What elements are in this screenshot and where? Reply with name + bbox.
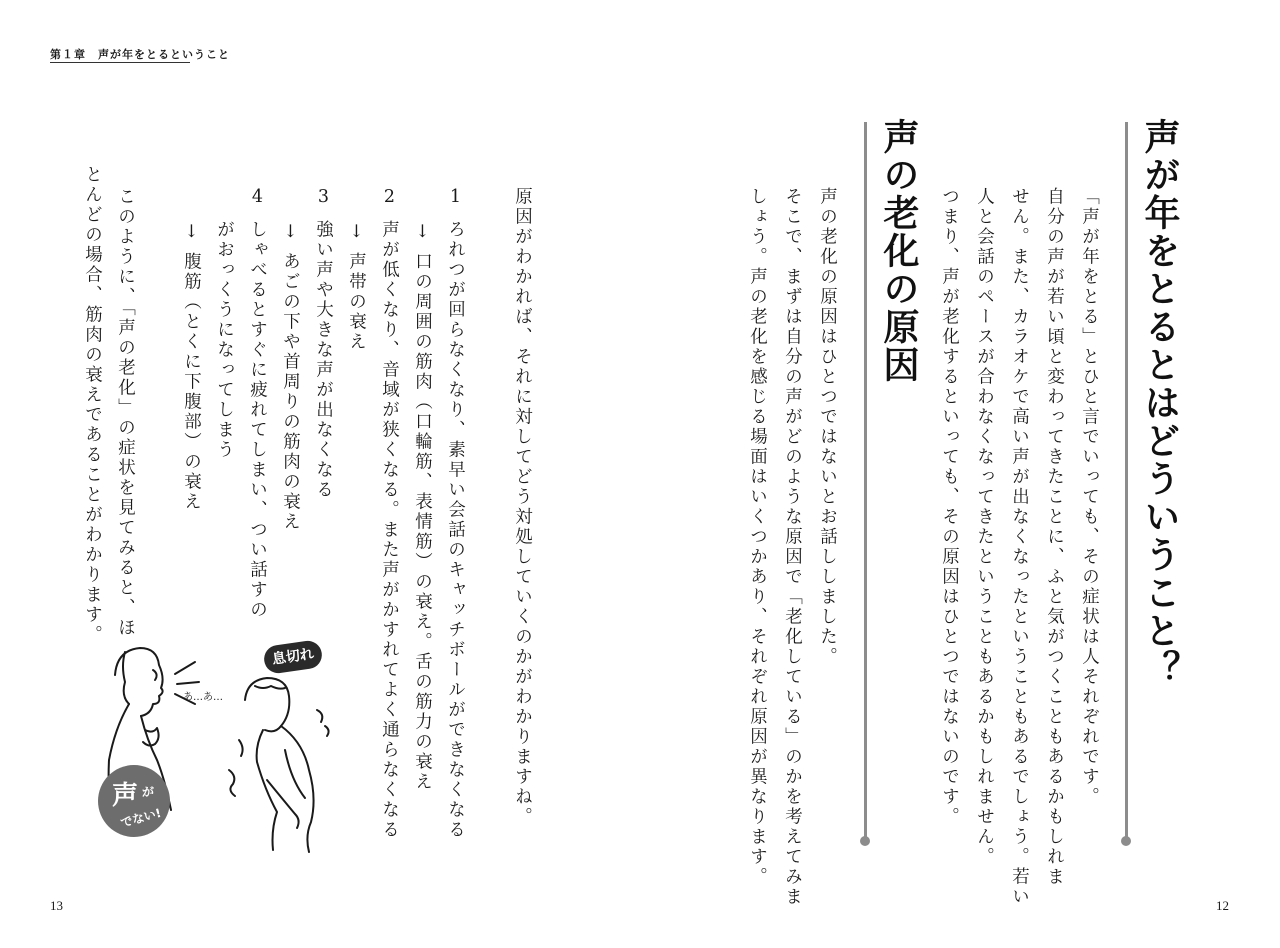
section-title-2: 声の老化の原因: [878, 118, 919, 384]
speech-bubble: [98, 765, 170, 837]
item-4-symptom-line-1: しゃべるとすぐに疲れてしまい、つい話すの: [247, 220, 268, 620]
conclusion-line-2: とんどの場合、筋肉の衰えであることがわかります。: [82, 165, 103, 645]
item-3-symptom: 強い声や大きな声が出なくなる: [313, 220, 334, 500]
section1-line-5: つまり、声が老化するといっても、その原因はひとつではないのです。: [939, 187, 960, 827]
item-2-number: 2: [379, 187, 400, 210]
item-2-symptom: 声が低くなり、音域が狭くなる。また声がかすれてよく通らなくなる: [379, 220, 400, 840]
section1-line-4: 人と会話のペースが合わなくなってきたということもあるかもしれません。: [974, 187, 995, 867]
item-1-symptom: ろれつが回らなくなり、素早い会話のキャッチボールができなくなる: [445, 220, 466, 840]
section-title-2-rule-dot: [860, 836, 870, 846]
item-4-cause: 腹筋（とくに下腹部）の衰え: [181, 252, 202, 512]
conclusion-line-1: このように、「声の老化」の症状を見てみると、ほ: [115, 187, 136, 639]
section-title-2-rule: [864, 122, 867, 838]
item-1-number: 1: [445, 187, 466, 210]
running-head-rule: [50, 62, 190, 63]
item-3-arrow: ↓: [280, 222, 301, 245]
section1-line-3: せん。また、カラオケで高い声が出なくなったということもあるでしょう。若い: [1009, 187, 1030, 907]
voice-marks: あ…あ…: [183, 692, 223, 703]
section-title-1-rule: [1125, 122, 1128, 838]
item-1-cause: 口の周囲の筋肉（口輪筋、表情筋）の衰え。舌の筋力の衰え: [412, 252, 433, 792]
running-head: 第１章 声が年をとるということ: [50, 48, 230, 61]
page-number-left: 13: [50, 898, 63, 913]
item-1-arrow: ↓: [412, 222, 433, 245]
out-of-breath-tag: 息切れ: [262, 639, 323, 675]
item-2-arrow: ↓: [346, 222, 367, 245]
section-title-1: 声が年をとるとはどういうこと？: [1139, 118, 1180, 688]
section2-line-1: 声の老化の原因はひとつではないとお話ししました。: [817, 187, 838, 667]
bubble-main-text: 声: [112, 781, 139, 811]
item-3-number: 3: [313, 187, 334, 210]
intro-line: 原因がわかれば、それに対してどう対処していくのかがわかりますね。: [512, 187, 533, 827]
item-3-cause: あごの下や首周りの筋肉の衰え: [280, 252, 301, 532]
section1-line-1: 「声が年をとる」とひと言でいっても、その症状は人それぞれです。: [1079, 187, 1100, 807]
item-2-cause: 声帯の衰え: [346, 252, 367, 352]
bubble-sub-text-1: が: [142, 785, 155, 799]
item-4-number: 4: [247, 187, 268, 210]
section1-line-2: 自分の声が若い頃と変わってきたことに、ふと気がつくこともあるかもしれま: [1044, 187, 1065, 887]
section-title-1-rule-dot: [1121, 836, 1131, 846]
page-number-right: 12: [1216, 898, 1229, 913]
item-4-symptom-line-2: がおっくうになってしまう: [214, 220, 235, 460]
bubble-sub-text-2: でない!: [119, 805, 163, 831]
section2-line-3: しょう。声の老化を感じる場面はいくつかあり、それぞれ原因が異なります。: [747, 187, 768, 887]
section2-line-2: そこで、まずは自分の声がどのような原因で「老化している」のかを考えてみま: [782, 187, 803, 907]
item-4-arrow: ↓: [181, 222, 202, 245]
